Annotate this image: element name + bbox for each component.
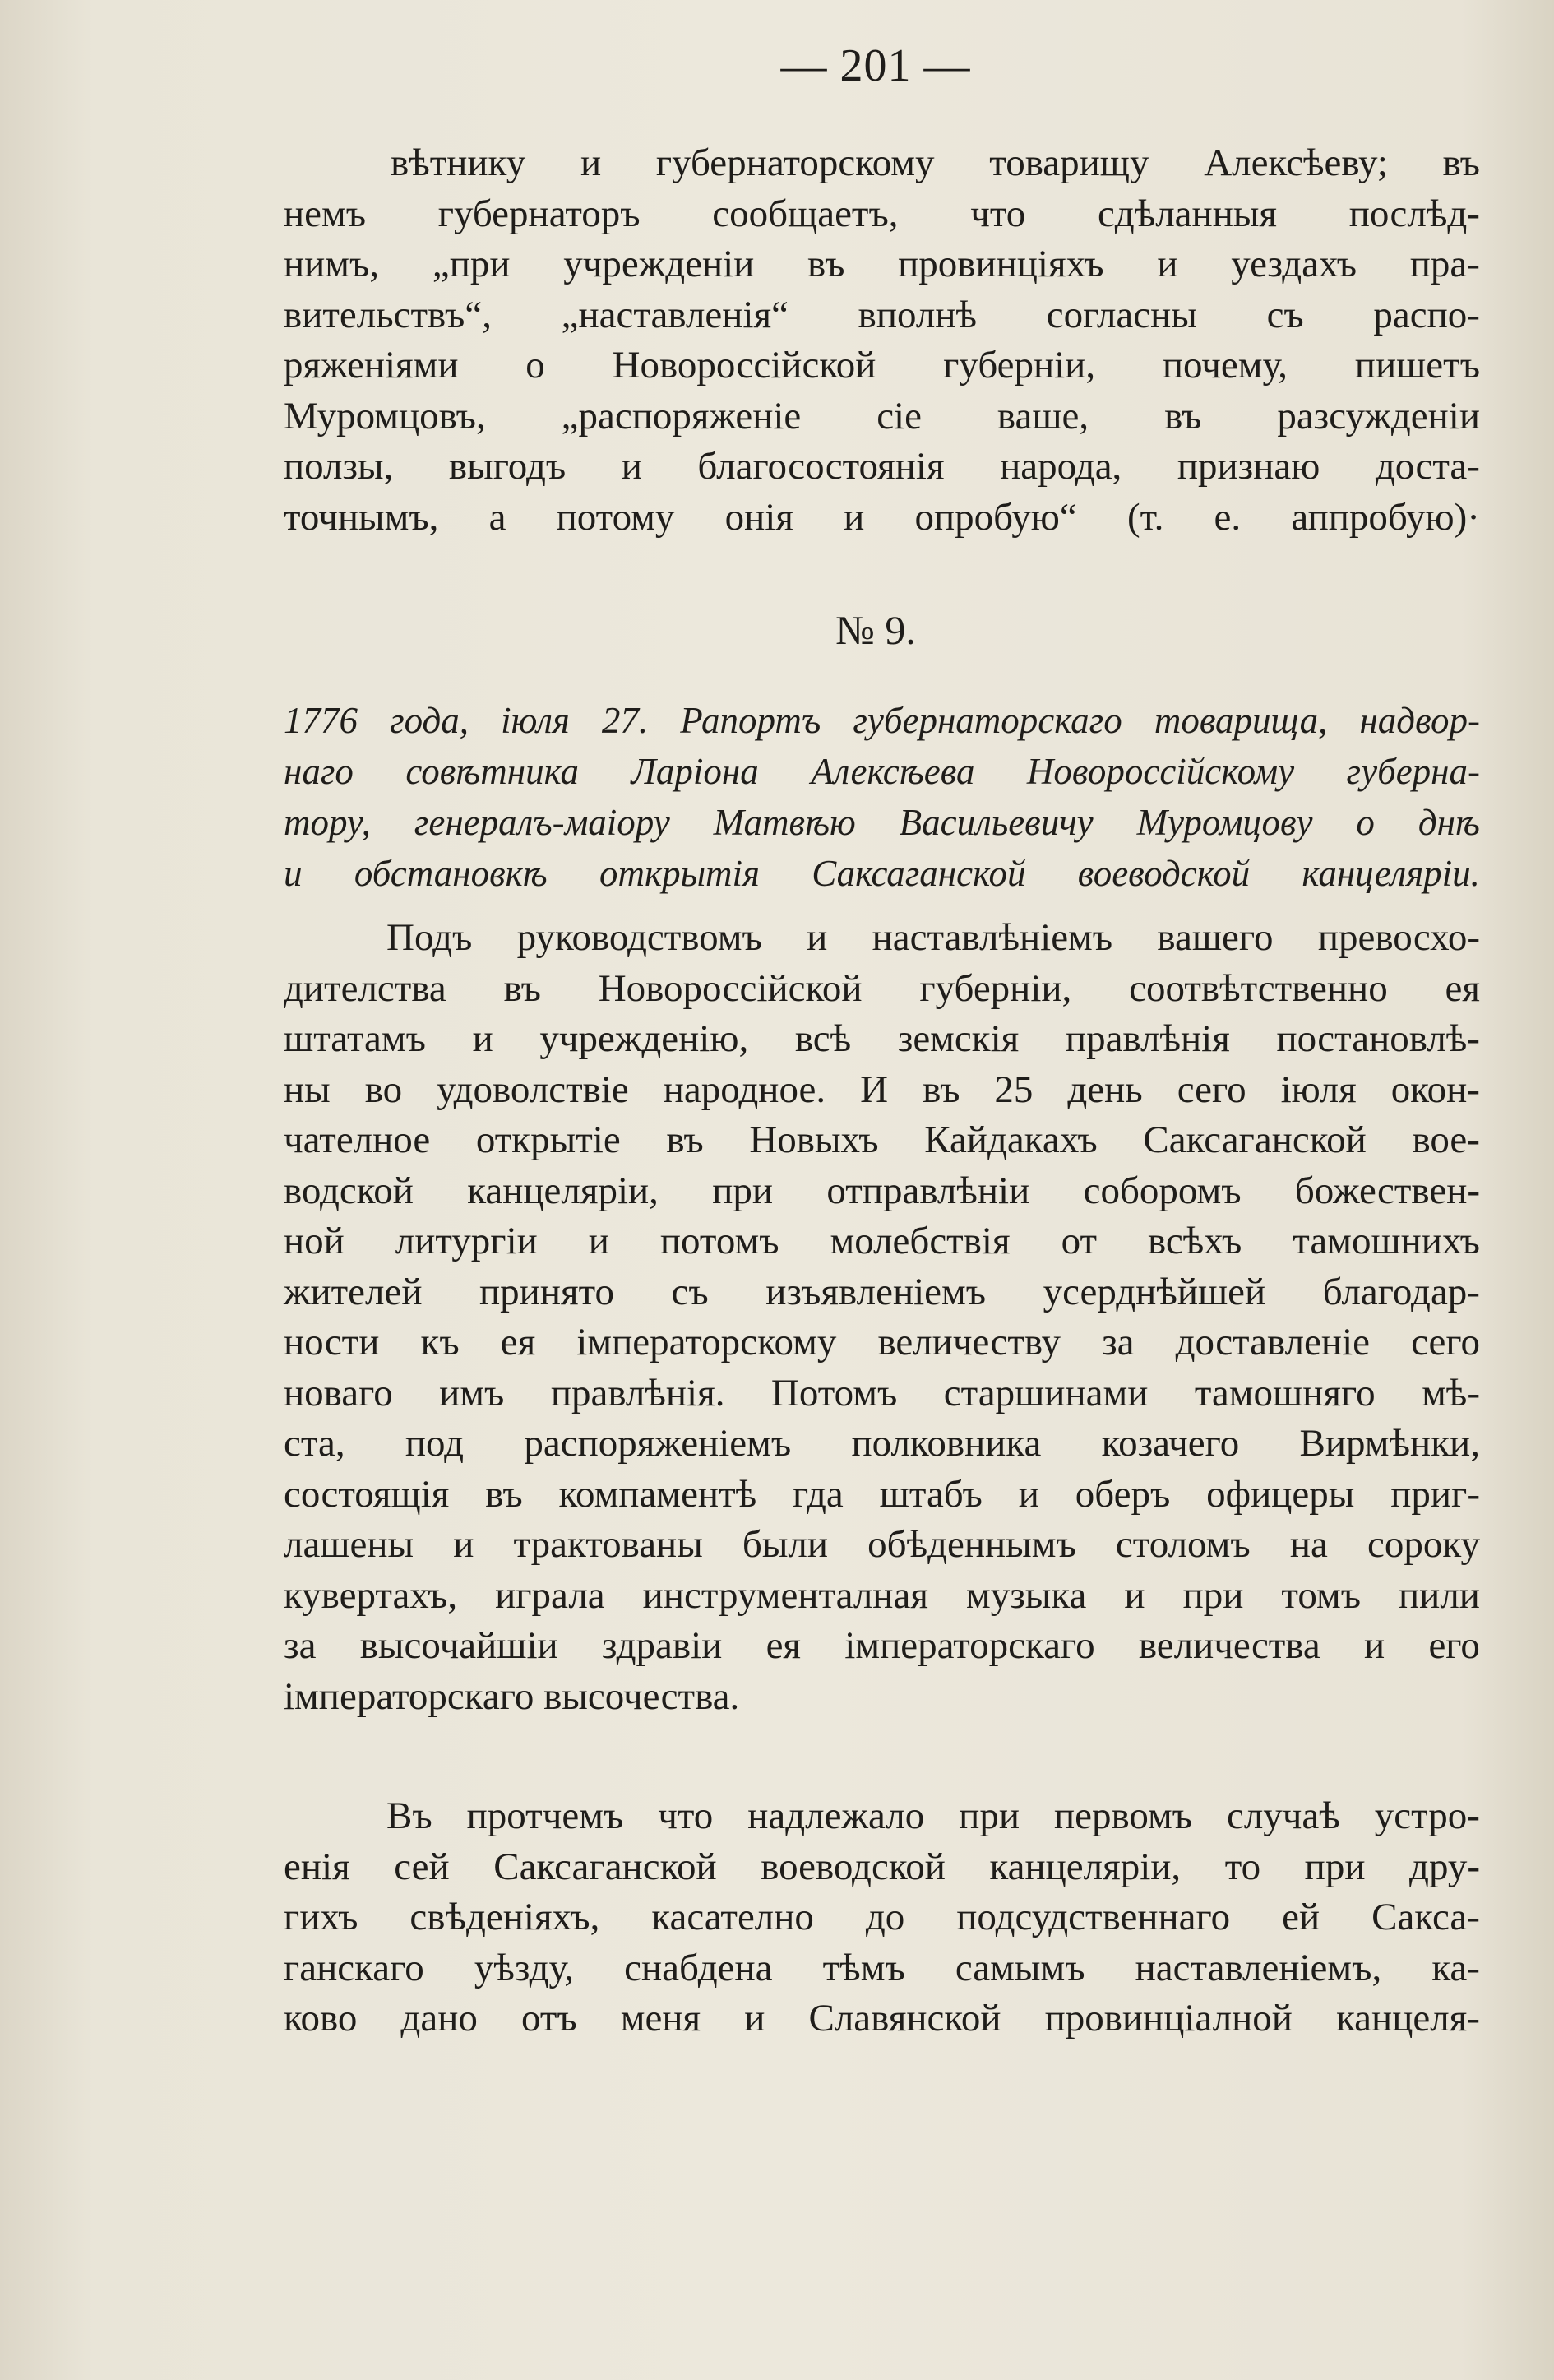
- heading-line: 1776 года, іюля 27. Рапортъ губернаторскаго товарища, надвор-: [284, 700, 1480, 741]
- text-line: кувертахъ, играла инструменталная музыка и при томъ пили: [284, 1573, 1480, 1617]
- text-line: енія сей Саксаганской воеводской канцеляріи, то при дру-: [284, 1845, 1480, 1888]
- text-line: нимъ, „при учрежденіи въ провинціяхъ и уездахъ пра-: [284, 243, 1480, 285]
- heading-line: тору, генералъ-маіору Матвѣю Васильевичу Муромцову о днѣ: [284, 802, 1480, 843]
- text-line: ково дано отъ меня и Славянской провинціалной канцеля-: [284, 1997, 1480, 2040]
- text-line: точнымъ, а потому онія и опробую“ (т. е. аппробую)·: [284, 495, 1480, 539]
- heading-line: и обстановкѣ открытія Саксаганской воеводской канцеляріи.: [284, 853, 1480, 894]
- document-number: № 9.: [835, 607, 916, 653]
- text-line: состоящія въ компаментѣ гда штабъ и оберъ офицеры приг-: [284, 1472, 1480, 1516]
- heading-line: наго совѣтника Ларіона Алексѣева Новороссійскому губерна-: [284, 751, 1480, 792]
- text-line: Муромцовъ, „распоряженіе сіе ваше, въ разсужденіи: [284, 394, 1480, 438]
- text-line: немъ губернаторъ сообщаетъ, что сдѣланныя послѣд-: [284, 192, 1480, 235]
- document-heading: [284, 695, 1480, 899]
- text-line: ганскаго уѣзду, снабдена тѣмъ самымъ наставленіемъ, ка-: [284, 1946, 1480, 1989]
- text-line: вѣтнику и губернаторскому товарищу Алексѣеву; въ: [391, 141, 1480, 184]
- text-line: за высочайшіи здравіи ея імператорскаго величества и его: [284, 1624, 1480, 1667]
- text-line: Въ протчемъ что надлежало при первомъ случаѣ устро-: [386, 1794, 1480, 1837]
- text-line: вительствъ“, „наставленія“ вполнѣ согласны съ распо-: [284, 293, 1480, 336]
- report-paragraph-1: [284, 913, 1480, 1722]
- text-line: ста, под распоряженіемъ полковника козачего Вирмѣнки,: [284, 1422, 1480, 1465]
- text-line: ползы, выгодъ и благосостоянія народа, признаю доста-: [284, 445, 1480, 488]
- text-line: дителства въ Новороссійской губерніи, соотвѣтственно ея: [284, 966, 1480, 1010]
- text-line: гихъ свѣденіяхъ, касателно до подсудственнаго ей Сакса-: [284, 1896, 1480, 1938]
- text-line: новаго имъ правлѣнія. Потомъ старшинами тамошняго мѣ-: [284, 1371, 1480, 1415]
- text-line: штатамъ и учрежденію, всѣ земскія правлѣнія постановлѣ-: [284, 1017, 1480, 1060]
- text-line: ной литургіи и потомъ молебствія от всѣхъ тамошнихъ: [284, 1220, 1480, 1262]
- text-line: імператорскаго высочества.: [284, 1674, 740, 1718]
- text-line: ряженіями о Новороссійской губерніи, почему, пишетъ: [284, 344, 1480, 387]
- continued-paragraph: [284, 138, 1480, 543]
- text-line: водской канцеляріи, при отправлѣніи соборомъ божествен-: [284, 1169, 1480, 1212]
- page-number: — 201 —: [780, 40, 971, 91]
- text-line: жителей принято съ изъявленіемъ усерднѣйшей благодар-: [284, 1270, 1480, 1313]
- text-line: ны во удоволствіе народное. И въ 25 день сего іюля окон-: [284, 1067, 1480, 1111]
- text-line: Подъ руководствомъ и наставлѣніемъ вашего превосхо-: [386, 916, 1480, 959]
- text-line: лашены и трактованы были обѣденнымъ столомъ на сороку: [284, 1523, 1480, 1566]
- text-line: чателное открытіе въ Новыхъ Кайдакахъ Саксаганской вое-: [284, 1118, 1480, 1161]
- text-line: ности къ ея імператорскому величеству за доставленіе сего: [284, 1321, 1480, 1364]
- report-paragraph-2: [284, 1791, 1480, 2044]
